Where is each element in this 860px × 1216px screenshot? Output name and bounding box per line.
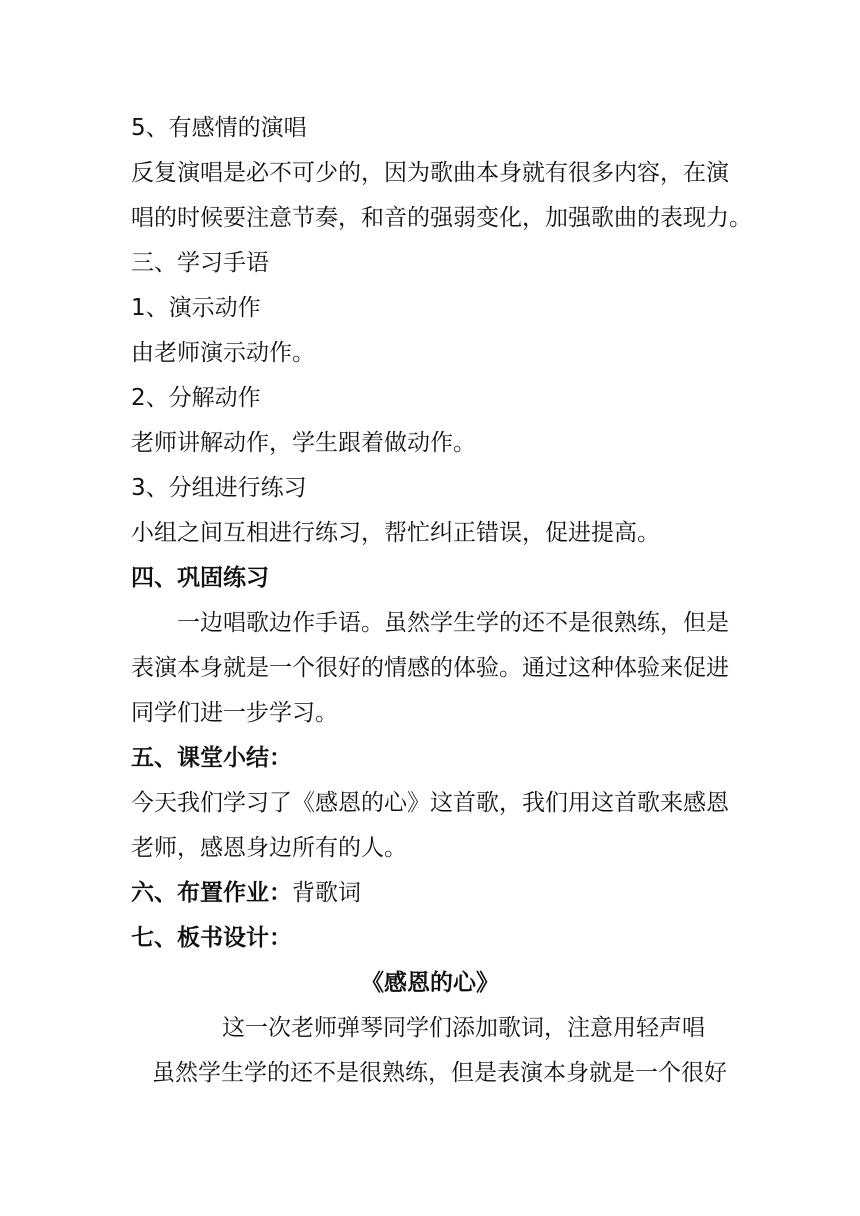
paragraph-line: 一边唱歌边作手语。虽然学生学的还不是很熟练，但是: [177, 610, 729, 636]
section-heading-board-design: 七、板书设计：: [131, 925, 292, 951]
board-title: 《感恩的心》: [361, 970, 499, 996]
paragraph-line: 老师讲解动作，学生跟着做动作。: [131, 430, 476, 456]
paragraph-line: 唱的时候要注意节奏，和音的强弱变化，加强歌曲的表现力。: [131, 205, 752, 231]
paragraph-line: 同学们进一步学习。: [131, 700, 338, 726]
paragraph-line: 由老师演示动作。: [131, 340, 315, 366]
heading-3-group-practice: 3、分组进行练习: [131, 475, 307, 501]
board-line: 虽然学生学的还不是很熟练，但是表演本身就是一个很好: [152, 1060, 727, 1086]
paragraph-line: 今天我们学习了《感恩的心》这首歌，我们用这首歌来感恩: [131, 790, 729, 816]
heading-5-sing-with-emotion: 5、有感情的演唱: [131, 115, 307, 141]
section-heading-summary: 五、课堂小结：: [131, 745, 292, 771]
section-heading-sign-language: 三、学习手语: [131, 250, 269, 276]
board-line: 这一次老师弹琴同学们添加歌词，注意用轻声唱: [222, 1015, 705, 1041]
section-heading-homework: 六、布置作业：: [131, 880, 292, 906]
heading-2-break-down: 2、分解动作: [131, 385, 261, 411]
paragraph-line: 反复演唱是必不可少的，因为歌曲本身就有很多内容，在演: [131, 160, 729, 186]
heading-1-demonstrate: 1、演示动作: [131, 295, 261, 321]
homework-line: [131, 877, 741, 909]
section-heading-consolidate: 四、巩固练习: [131, 565, 269, 591]
homework-content: 背歌词: [292, 880, 361, 906]
paragraph-line: 老师，感恩身边所有的人。: [131, 835, 407, 861]
paragraph-line: 表演本身就是一个很好的情感的体验。通过这种体验来促进: [131, 655, 729, 681]
paragraph-line: 小组之间互相进行练习，帮忙纠正错误，促进提高。: [131, 520, 660, 546]
